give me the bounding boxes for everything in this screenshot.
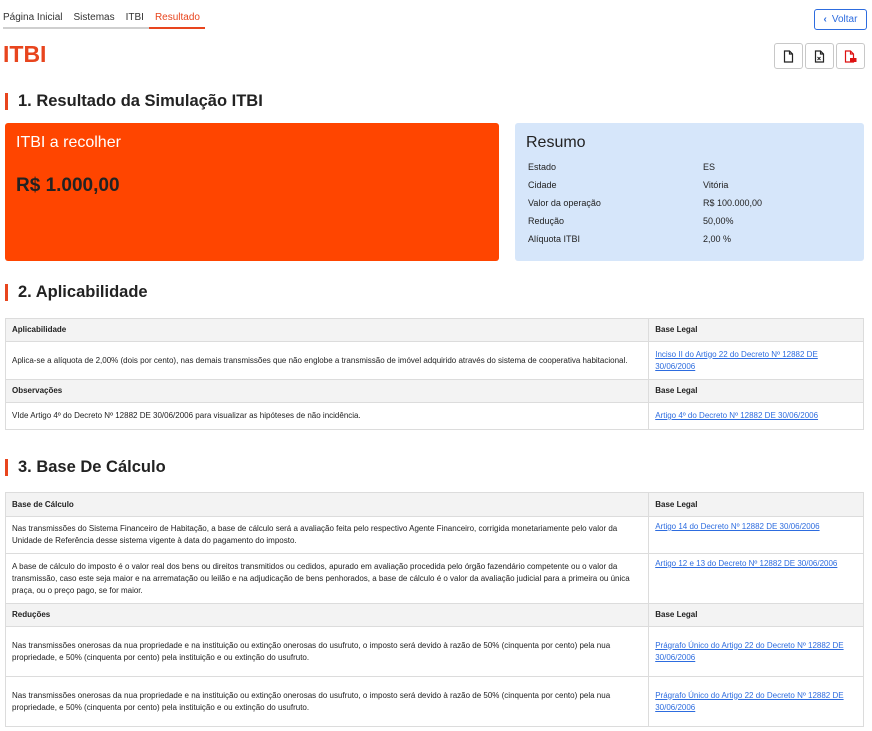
base-legal-link[interactable]: Prágrafo Único do Artigo 22 do Decreto Nº 12882 DE 30/06/2006	[655, 640, 844, 662]
table-header-row: Aplicabilidade Base Legal	[6, 319, 864, 342]
section-2-title: 2. Aplicabilidade	[5, 283, 148, 302]
table-header-row: Observações Base Legal	[6, 380, 864, 403]
table-row: A base de cálculo do imposto é o valor real dos bens ou direitos transmitidos ou cedidos, apurado em avaliação procedida pelo órgão fazendário competente ou o valor da transmissão, caso este seja maior e na arrematação ou leilão e na adjudicação de bens penhorados, a base de cálculo é o valor da avaliação judicial para a primeira ou única praça, ou o preço pago, se for maior. Artigo 12 e 13 do Decreto Nº 12882 DE 30/06/2006	[6, 554, 864, 604]
table-header-row: Base de Cálculo Base Legal	[6, 493, 864, 517]
voltar-button[interactable]	[814, 9, 867, 30]
resumo-title: Resumo	[526, 134, 586, 151]
export-xls-button[interactable]	[805, 43, 834, 69]
breadcrumb-resultado: Resultado	[149, 11, 205, 29]
page-title: ITBI	[3, 41, 47, 67]
itbi-result-card	[5, 123, 499, 261]
resumo-row: Estado ES	[528, 162, 716, 172]
table-row: Nas transmissões do Sistema Financeiro de Habitação, a base de cálculo será a avaliação feita pelo respectivo Agente Financeiro, corrigida monetariamente pelo valor da Unidade de Referência desse sistema vigente à data do pagamento do imposto. Artigo 14 do Decreto Nº 12882 DE 30/06/2006	[6, 517, 864, 554]
xls-file-icon	[814, 50, 825, 63]
resumo-row: Valor da operação R$ 100.000,00	[528, 198, 763, 208]
base-calculo-table	[5, 492, 864, 727]
resumo-row: Cidade Vitória	[528, 180, 729, 190]
table-header-row: Reduções Base Legal	[6, 604, 864, 627]
resumo-card	[515, 123, 864, 261]
voltar-label: Voltar	[831, 14, 858, 25]
itbi-value: R$ 1.000,00	[16, 175, 120, 196]
export-pdf-button[interactable]	[836, 43, 865, 69]
chevron-left-icon: ‹	[823, 14, 827, 25]
base-legal-link[interactable]: Artigo 12 e 13 do Decreto Nº 12882 DE 30/06/2006	[655, 559, 838, 568]
breadcrumb-itbi[interactable]: ITBI	[120, 11, 149, 29]
section-3-title: 3. Base De Cálculo	[5, 458, 166, 477]
base-legal-link[interactable]: Artigo 4º do Decreto Nº 12882 DE 30/06/2006	[655, 411, 819, 420]
pdf-file-icon	[844, 50, 857, 63]
resumo-row: Redução 50,00%	[528, 216, 734, 226]
base-legal-link[interactable]: Inciso II do Artigo 22 do Decreto Nº 12882 DE 30/06/2006	[655, 349, 818, 371]
table-row: Aplica-se a alíquota de 2,00% (dois por cento), nas demais transmissões que não englobe a transmissão de imóvel adquirido através do sistema de cooperativa habitacional. Inciso II do Artigo 22 do Decreto Nº 12882 DE 30/06/2006	[6, 342, 864, 380]
itbi-label: ITBI a recolher	[16, 134, 121, 151]
base-legal-link[interactable]: Prágrafo Único do Artigo 22 do Decreto Nº 12882 DE 30/06/2006	[655, 690, 844, 712]
file-icon	[783, 50, 794, 63]
resumo-row: Alíquota ITBI 2,00 %	[528, 234, 732, 244]
table-row: Nas transmissões onerosas da nua propriedade e na instituição ou extinção onerosas do usufruto, o imposto será devido à razão de 50% (cinquenta por cento) pela nua propriedade, e 50% (cinquenta por cento) pela instituição e ou extinção do usufruto. Prágrafo Único do Artigo 22 do Decreto Nº 12882 DE 30/06/2006	[6, 677, 864, 727]
table-row: VIde Artigo 4º do Decreto Nº 12882 DE 30/06/2006 para visualizar as hipóteses de não incidência. Artigo 4º do Decreto Nº 12882 DE 30/06/2006	[6, 403, 864, 430]
breadcrumb-home[interactable]: Página Inicial	[3, 11, 67, 29]
export-file-button[interactable]	[774, 43, 803, 69]
base-legal-link[interactable]: Artigo 14 do Decreto Nº 12882 DE 30/06/2006	[655, 522, 820, 531]
breadcrumb	[3, 11, 205, 29]
aplicabilidade-table	[5, 318, 864, 430]
section-1-title: 1. Resultado da Simulação ITBI	[5, 92, 263, 111]
breadcrumb-sistemas[interactable]: Sistemas	[67, 11, 119, 29]
table-row: Nas transmissões onerosas da nua propriedade e na instituição ou extinção onerosas do usufruto, o imposto será devido à razão de 50% (cinquenta por cento) pela nua propriedade, e 50% (cinquenta por cento) pela instituição e ou extinção do usufruto. Prágrafo Único do Artigo 22 do Decreto Nº 12882 DE 30/06/2006	[6, 627, 864, 677]
